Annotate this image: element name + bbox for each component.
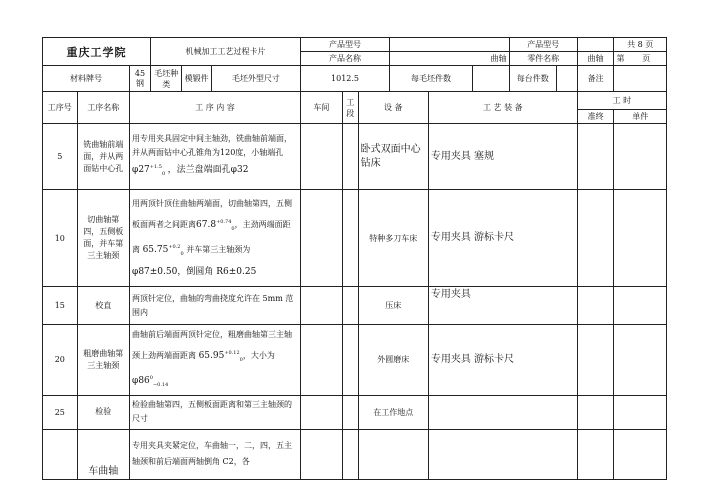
row-workshop — [300, 325, 342, 396]
row-name: 铣曲轴前端面，并从两面钻中心孔 — [77, 124, 129, 190]
per-unit-label: 每台件数 — [509, 66, 556, 92]
row-name: 检验 — [77, 395, 129, 429]
row-equipment: 外圆磨床 — [358, 325, 428, 396]
dimension: $\varphi 86^0_{-0.14}$ — [132, 374, 169, 388]
table-row — [43, 287, 667, 325]
material-no-label: 材料牌号 — [43, 66, 130, 92]
row-equipment: 在工作地点 — [358, 395, 428, 429]
row-prep — [577, 287, 614, 325]
row-content — [130, 124, 301, 190]
row-content: 两顶针定位，曲轴的弯曲挠度允许在 5mm 范围内 — [130, 287, 301, 325]
row-unit — [614, 190, 667, 287]
row-section — [342, 190, 358, 287]
blank-size-value: 1012.5 — [300, 66, 389, 92]
row-section — [342, 287, 358, 325]
dimension: $65.95^{+0.12}_0$ — [198, 350, 243, 363]
page-unit: 页 — [642, 54, 651, 63]
product-name-label: 产品名称 — [300, 52, 389, 66]
row-unit — [614, 287, 667, 325]
product-model-label: 产品型号 — [300, 38, 389, 52]
row-prep — [577, 325, 614, 396]
row-workshop — [300, 190, 342, 287]
col-hours: 工 时 — [577, 92, 666, 110]
school-name: 重庆工学院 — [43, 38, 151, 66]
row-tooling: 专用夹具 — [428, 287, 577, 325]
row-seq: 15 — [43, 287, 78, 325]
row-workshop — [300, 124, 342, 190]
table-row — [43, 429, 667, 479]
col-tooling: 工 艺 装 备 — [428, 92, 577, 124]
row-content: 专用夹具夹紧定位，车曲轴一，二，四，五主轴颈和前后端面两轴倒角 C2，各 — [130, 429, 301, 479]
row-seq: 5 — [43, 124, 78, 190]
material-no-value: 45钢 — [130, 66, 151, 92]
col-seq: 工序号 — [43, 92, 78, 124]
dimension: $67.8^{+0.74}_0$ — [196, 219, 235, 232]
blank-type-value: 模锻件 — [182, 66, 211, 92]
row-name: 车曲轴 — [77, 429, 129, 479]
per-blank-value — [472, 66, 509, 92]
row-name: 切曲轴第四，五侧板面，并车第三主轴颈 — [77, 190, 129, 287]
row-content: 曲轴前后端面两顶针定位，粗磨曲轴第三主轴颈上劲两端面距离 $65.95^{+0.12}_0$，大小为 $\varphi 86^0_{-0.14}$ — [130, 325, 301, 396]
total-pages: 共 8 页 — [614, 38, 667, 52]
row-prep — [577, 190, 614, 287]
row-equipment: 压床 — [358, 287, 428, 325]
remark-value — [614, 66, 667, 92]
dimension: $\varphi 27^{+1.5}_0$ — [132, 164, 166, 177]
row-unit — [614, 325, 667, 396]
product-model-value — [390, 38, 510, 52]
row-section — [342, 395, 358, 429]
row-tooling: 专用夹具 塞规 — [428, 124, 577, 190]
row-section — [342, 124, 358, 190]
row-tooling: 专用夹具 游标卡尺 — [428, 325, 577, 396]
row-content: 用两顶针顶住曲轴两端面，切曲轴第四，五侧板面两者之间距离$67.8^{+0.74}_0$，主劲两端面距离 $65.75^{+0.2}_0$ 并车第三主轴颈为 φ87±0.50，倒圆角 R6±0.25 — [130, 190, 301, 287]
part-model-value — [577, 38, 614, 52]
dimension: $65.75^{+0.2}_0$ — [142, 244, 184, 257]
process-card-table — [42, 37, 667, 480]
row-seq: 25 — [43, 395, 78, 429]
row-seq: 10 — [43, 190, 78, 287]
row-equipment — [358, 429, 428, 479]
row-tooling: 专用夹具 游标卡尺 — [428, 190, 577, 287]
content-text: 用专用夹具固定中间主轴劲，铣曲轴前端面，并从两面钻中心孔锥角为120度，小轴端孔 — [132, 134, 293, 158]
row-tooling — [428, 395, 577, 429]
row-unit — [614, 395, 667, 429]
row-workshop — [300, 287, 342, 325]
row-workshop — [300, 429, 342, 479]
remark-label: 备注 — [577, 66, 614, 92]
row-workshop — [300, 395, 342, 429]
table-row — [43, 190, 667, 287]
row-equipment: 特种多刀车床 — [358, 190, 428, 287]
content-text: ，法兰盘端面孔φ32 — [167, 165, 249, 176]
blank-type-label: 毛坯种类 — [151, 66, 182, 92]
table-row — [43, 395, 667, 429]
per-blank-label: 每毛坯件数 — [390, 66, 473, 92]
row-seq: 20 — [43, 325, 78, 396]
row-section — [342, 325, 358, 396]
row-tooling — [428, 429, 577, 479]
row-content: 检验曲轴第四，五侧板面距离和第三主轴颈的尺寸 — [130, 395, 301, 429]
part-model-label: 产品型号 — [509, 38, 577, 52]
col-equipment: 设 备 — [358, 92, 428, 124]
row-prep — [577, 429, 614, 479]
col-name: 工序名称 — [77, 92, 129, 124]
blank-size-label: 毛坯外型尺寸 — [211, 66, 300, 92]
table-row — [43, 325, 667, 396]
row-prep — [577, 395, 614, 429]
row-name: 粗磨曲轴第三主轴颈 — [77, 325, 129, 396]
row-equipment: 卧式双面中心钻床 — [358, 124, 428, 190]
part-name-value: 曲轴 — [577, 52, 614, 66]
row-unit — [614, 124, 667, 190]
col-workshop: 车间 — [300, 92, 342, 124]
row-unit — [614, 429, 667, 479]
part-name-label: 零件名称 — [509, 52, 577, 66]
row-name: 校直 — [77, 287, 129, 325]
col-hours-unit: 单件 — [614, 110, 667, 124]
row-prep — [577, 124, 614, 190]
per-unit-value — [556, 66, 577, 92]
row-section — [342, 429, 358, 479]
row-seq — [43, 429, 78, 479]
col-content: 工 序 内 容 — [130, 92, 301, 124]
card-title: 机械加工工艺过程卡片 — [151, 38, 301, 66]
col-section: 工段 — [342, 92, 358, 124]
page-number — [614, 52, 667, 66]
page-label: 第 — [616, 54, 625, 63]
col-hours-prep: 准终 — [577, 110, 614, 124]
product-name-value: 曲轴 — [390, 52, 510, 66]
table-row — [43, 124, 667, 190]
